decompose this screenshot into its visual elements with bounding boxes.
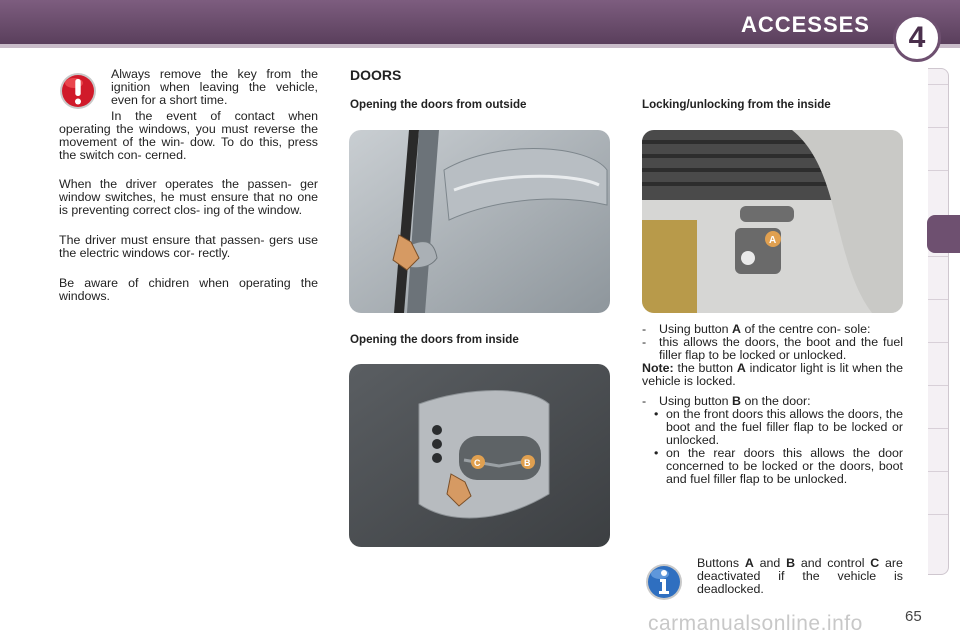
warning-lead: Always remove the key from the ignition when leaving the vehicle, even for a short time.: [111, 67, 318, 107]
chapter-tab[interactable]: [928, 256, 948, 257]
watermark: carmanualsonline.info: [648, 612, 863, 635]
exclamation-icon: [58, 71, 98, 111]
info-text: Buttons A and B and control C are deactivated if the vehicle is deadlocked.: [697, 556, 903, 596]
chapter-tab[interactable]: [928, 127, 948, 128]
chapter-number-badge: 4: [893, 14, 941, 62]
list-item: - Using button B on the door:: [642, 394, 811, 408]
list-item: • on the front doors this allows the doors, the boot and the fuel filler flap to be locked or unlocked.: [654, 407, 903, 447]
warning-paragraph: The driver must ensure that passen- gers use the electric windows cor- rectly.: [59, 233, 318, 260]
page-number: 65: [905, 608, 922, 625]
label-c: C: [474, 458, 481, 468]
inside-handle-photo: [349, 364, 610, 547]
list-item: - Using button A of the centre con- sole:: [642, 322, 871, 336]
chapter-tab[interactable]: [928, 514, 948, 515]
outside-heading: Opening the doors from outside: [350, 98, 527, 111]
list-item: • on the rear doors this allows the door concerned to be locked or the doors, boot and fuel filler flap to be unlocked.: [654, 446, 903, 486]
warning-paragraph: In the event of contact when operating the windows, you must reverse the movement of the win- dow. To do this, press the switch con- cerned.: [59, 109, 318, 162]
console-photo: [642, 130, 903, 313]
warning-paragraph: Be aware of chidren when operating the windows.: [59, 276, 318, 303]
chapter-tab-strip: [928, 68, 949, 575]
label-b: B: [524, 458, 531, 468]
chapter-tab[interactable]: [928, 385, 948, 386]
warning-paragraph: When the driver operates the passen- ger window switches, he must ensure that no one is preventing correct clos- ing of the window.: [59, 177, 318, 217]
chapter-tab[interactable]: [928, 299, 948, 300]
chapter-tab[interactable]: [928, 342, 948, 343]
inside-heading: Opening the doors from inside: [350, 333, 519, 346]
section-title: DOORS: [350, 67, 402, 83]
outside-handle-photo: [349, 130, 610, 313]
info-icon: [644, 562, 684, 602]
chapter-tab[interactable]: [928, 471, 948, 472]
chapter-tab[interactable]: [928, 428, 948, 429]
list-item: - this allows the doors, the boot and the fuel filler flap to be locked or unlocked.: [642, 335, 903, 362]
chapter-tab-active[interactable]: [927, 215, 960, 253]
chapter-tab[interactable]: [928, 170, 948, 171]
label-a: A: [769, 235, 777, 246]
chapter-tab[interactable]: [928, 84, 948, 85]
chapter-title: ACCESSES: [740, 12, 870, 37]
lock-instructions: [642, 323, 903, 486]
header-underline: [0, 44, 960, 48]
note: Note: the button A indicator light is lit when the vehicle is locked.: [642, 361, 903, 388]
lock-heading: Locking/unlocking from the inside: [642, 98, 831, 111]
